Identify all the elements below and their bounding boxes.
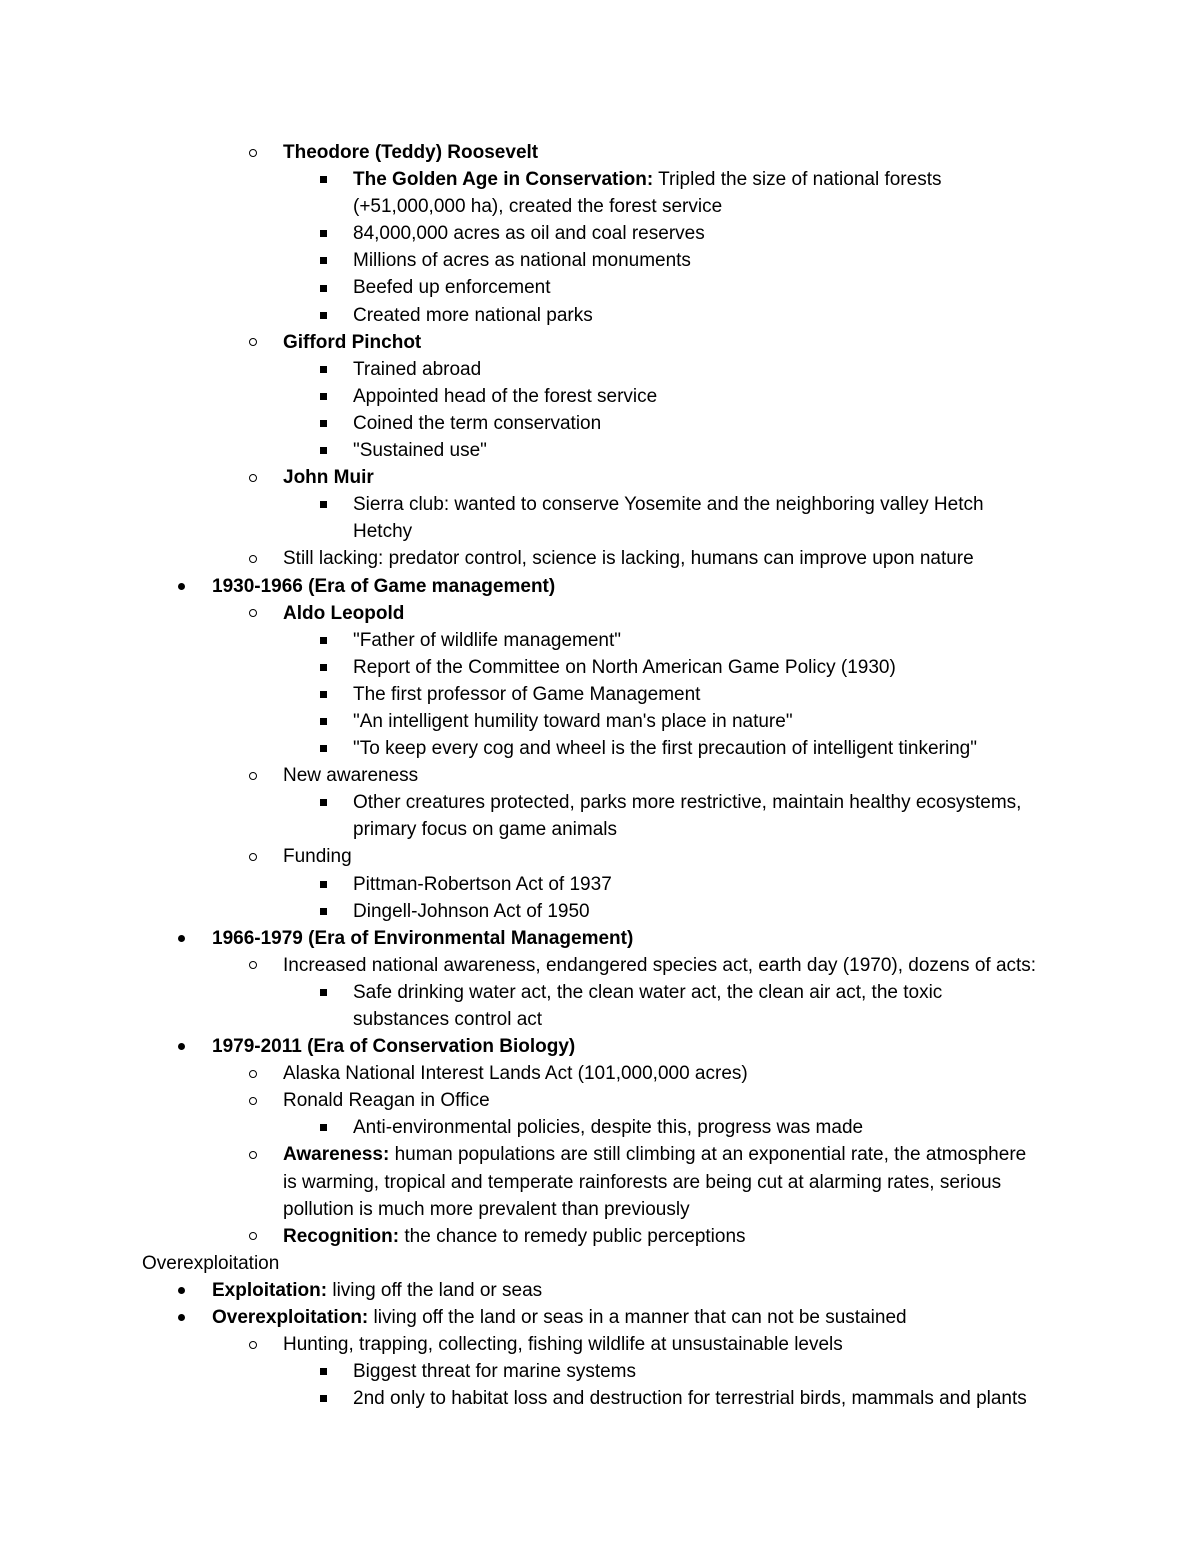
list-item-text: Alaska National Interest Lands Act (101,000,000 acres) [283,1063,748,1085]
list-item [0,1358,1200,1385]
list-item-text: Hetchy [353,521,413,543]
list-item-text: primary focus on game animals [353,819,617,841]
list-item-text: Created more national parks [353,304,593,326]
term-text: the chance to remedy public perceptions [399,1225,746,1247]
square-bullet-icon [316,979,330,1006]
list-item [0,302,1200,329]
list-item-text: 2nd only to habitat loss and destruction for terrestrial birds, mammals and plants [353,1388,1027,1410]
list-item [0,843,1200,870]
list-item-text: Biggest threat for marine systems [353,1361,636,1383]
list-item [0,1114,1200,1141]
square-bullet-icon [316,789,330,816]
section-heading: John Muir [283,467,374,489]
circle-bullet-icon [246,1331,260,1358]
list-item-text: Ronald Reagan in Office [283,1090,490,1112]
list-item [0,654,1200,681]
square-bullet-icon [316,274,330,301]
list-item [0,464,1200,491]
list-item [0,437,1200,464]
document-page [0,139,1200,1412]
square-bullet-icon [316,708,330,735]
square-bullet-icon [316,735,330,762]
list-item-text: The first professor of Game Management [353,683,701,705]
term-label: Exploitation: [212,1279,328,1301]
section-title-text: Overexploitation [142,1252,280,1274]
square-bullet-icon [316,1114,330,1141]
circle-bullet-icon [246,1223,260,1250]
list-item [0,383,1200,410]
list-item [0,1060,1200,1087]
list-item [0,1277,1200,1304]
list-item-text: Other creatures protected, parks more restrictive, maintain healthy ecosystems, [353,792,1022,814]
square-bullet-icon [316,1385,330,1412]
list-item [0,220,1200,247]
section-title [0,1250,1200,1277]
list-item [0,410,1200,437]
list-item [0,166,1200,193]
list-item-text: "To keep every cog and wheel is the first precaution of intelligent tinkering" [353,738,977,760]
circle-bullet-icon [246,545,260,572]
square-bullet-icon [316,491,330,518]
list-item [0,1033,1200,1060]
list-item [0,789,1200,816]
circle-bullet-icon [246,1087,260,1114]
square-bullet-icon [316,654,330,681]
section-heading: Aldo Leopold [283,602,405,624]
list-item [0,979,1200,1006]
term-label: Overexploitation: [212,1307,369,1329]
square-bullet-icon [316,220,330,247]
list-item-text: Anti-environmental policies, despite this, progress was made [353,1117,864,1139]
list-item [0,600,1200,627]
disc-bullet-icon [174,1304,188,1331]
list-item-continuation [0,193,1200,220]
list-item-text: substances control act [353,1009,543,1030]
list-item [0,247,1200,274]
term-text: living off the land or seas in a manner that can not be sustained [368,1307,907,1329]
list-item [0,1223,1200,1250]
square-bullet-icon [316,410,330,437]
list-item-text: Millions of acres as national monuments [353,250,691,272]
disc-bullet-icon [174,573,188,600]
list-item-text: "Sustained use" [353,440,487,462]
list-item [0,708,1200,735]
list-item-text: Sierra club: wanted to conserve Yosemite and the neighboring valley Hetch [353,494,984,516]
list-item [0,545,1200,572]
square-bullet-icon [316,383,330,410]
section-heading: Gifford Pinchot [283,331,422,353]
section-heading: Theodore (Teddy) Roosevelt [283,142,539,163]
square-bullet-icon [316,437,330,464]
list-item-text: Still lacking: predator control, science is lacking, humans can improve upon nature [283,548,974,570]
list-item-text: Increased national awareness, endangered species act, earth day (1970), dozens of acts: [283,954,1037,976]
circle-bullet-icon [246,139,260,166]
list-item-continuation [0,1196,1200,1223]
list-item-text: Report of the Committee on North American Game Policy (1930) [353,656,896,678]
circle-bullet-icon [246,843,260,870]
term-label: The Golden Age in Conservation: [353,169,654,191]
list-item [0,1331,1200,1358]
list-item-text: Trained abroad [353,358,482,380]
term-text: Tripled the size of national forests [653,169,942,191]
list-item-text: Coined the term conservation [353,412,602,434]
list-item [0,573,1200,600]
list-item-text: "An intelligent humility toward man's place in nature" [353,710,793,732]
list-item-text: Funding [283,846,352,868]
square-bullet-icon [316,356,330,383]
square-bullet-icon [316,302,330,329]
list-item [0,1385,1200,1412]
era-heading: 1979-2011 (Era of Conservation Biology) [212,1036,576,1058]
term-text: living off the land or seas [327,1279,543,1301]
list-item-text: 84,000,000 acres as oil and coal reserves [353,223,705,245]
list-item [0,1087,1200,1114]
era-heading: 1966-1979 (Era of Environmental Management) [212,927,634,949]
circle-bullet-icon [246,329,260,356]
disc-bullet-icon [174,925,188,952]
circle-bullet-icon [246,600,260,627]
term-text: human populations are still climbing at an exponential rate, the atmosphere [389,1144,1027,1166]
list-item-text: "Father of wildlife management" [353,629,622,651]
list-item-continuation [0,1169,1200,1196]
list-item [0,871,1200,898]
square-bullet-icon [316,1358,330,1385]
list-item-text: Hunting, trapping, collecting, fishing wildlife at unsustainable levels [283,1334,843,1356]
list-item-text: Appointed head of the forest service [353,385,658,407]
term-label: Recognition: [283,1225,400,1247]
list-item [0,735,1200,762]
list-item-text: Dingell-Johnson Act of 1950 [353,900,590,922]
list-item [0,139,1200,166]
square-bullet-icon [316,681,330,708]
circle-bullet-icon [246,762,260,789]
circle-bullet-icon [246,952,260,979]
square-bullet-icon [316,247,330,274]
disc-bullet-icon [174,1033,188,1060]
list-item-text: New awareness [283,765,419,787]
circle-bullet-icon [246,1060,260,1087]
list-item [0,925,1200,952]
list-item [0,762,1200,789]
list-item-continuation [0,518,1200,545]
square-bullet-icon [316,627,330,654]
era-heading: 1930-1966 (Era of Game management) [212,575,556,597]
term-text-cont: (+51,000,000 ha), created the forest service [353,196,723,218]
list-item [0,1304,1200,1331]
list-item-continuation [0,816,1200,843]
disc-bullet-icon [174,1277,188,1304]
list-item [0,356,1200,383]
list-item-continuation [0,1006,1200,1033]
list-item [0,329,1200,356]
list-item-text: Safe drinking water act, the clean water act, the clean air act, the toxic [353,981,943,1003]
list-item [0,274,1200,301]
list-item [0,681,1200,708]
list-item [0,491,1200,518]
square-bullet-icon [316,166,330,193]
circle-bullet-icon [246,1141,260,1168]
list-item-text: Beefed up enforcement [353,277,551,299]
square-bullet-icon [316,871,330,898]
list-item [0,627,1200,654]
term-label: Awareness: [283,1144,390,1166]
list-item-text: Pittman-Robertson Act of 1937 [353,873,612,895]
term-text-cont: pollution is much more prevalent than previously [283,1198,690,1220]
square-bullet-icon [316,898,330,925]
list-item [0,1141,1200,1168]
list-item [0,952,1200,979]
list-item [0,898,1200,925]
term-text-cont: is warming, tropical and temperate rainforests are being cut at alarming rates, serious [283,1171,1002,1193]
circle-bullet-icon [246,464,260,491]
